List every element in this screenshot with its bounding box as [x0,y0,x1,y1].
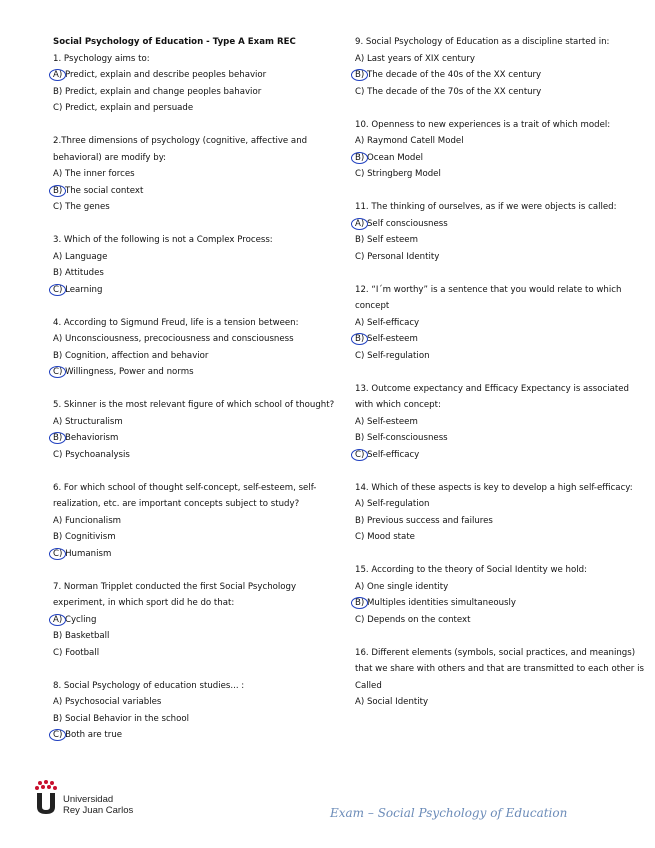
answer-option [355,84,645,101]
answer-option-text: A) One single identity [355,581,449,592]
question-text: 14. Which of these aspects is key to develop a high self-efficacy: [355,482,633,493]
university-name-line2: Rey Juan Carlos [63,805,134,816]
answer-option-text: C) Learning [53,284,103,295]
answer-option [53,183,335,200]
answer-option [53,628,335,645]
answer-option [355,232,645,249]
handwritten-circle-mark [351,152,368,164]
answer-option-text: A) Self-esteem [355,416,418,427]
answer-option [355,447,645,464]
handwritten-circle-mark [49,432,66,444]
answer-option-text: C) Stringberg Model [355,169,441,179]
answer-option [355,414,645,431]
question-text: 6. For which school of thought self-concept, self-esteem, self-realization, etc. are important concepts subject to study? [53,482,317,509]
answer-option [53,348,335,365]
answer-option-text: B) Self-consciousness [355,433,448,443]
answer-option-text: B) Cognitivism [53,532,116,542]
question-block [53,315,335,381]
handwritten-circle-mark [49,366,66,378]
answer-option [53,513,335,530]
answer-option-text: C) Self-regulation [355,350,430,361]
urjc-logo-icon [33,780,59,816]
answer-option-text: B) Cognition, affection and behavior [53,350,209,361]
handwritten-circle-mark [49,548,66,560]
answer-option-text: C) Humanism [53,548,112,559]
answer-option [53,529,335,546]
answer-option [53,694,335,711]
answer-option-text: B) Self-esteem [355,334,418,344]
answer-option-text: B) The decade of the 40s of the XX century [355,70,542,80]
answer-option-text: A) Social Identity [355,697,429,707]
university-logo [33,780,173,820]
answer-option [355,529,645,546]
question-block [355,34,645,100]
handwritten-circle-mark [351,333,368,345]
question-text: 10. Openness to new experiences is a trait of which model: [355,119,611,130]
question-text: 12. “I´m worthy” is a sentence that you would relate to which concept [355,284,622,311]
question-text: 4. According to Sigmund Freud, life is a tension between: [53,317,299,328]
question-text: 13. Outcome expectancy and Efficacy Expectancy is associated with which concept: [355,383,630,410]
answer-option [355,51,645,68]
answer-option-text: B) Predict, explain and change peoples bahavior [53,86,262,97]
question-block [355,645,645,711]
question-block [355,199,645,265]
answer-option [355,133,645,150]
question-block [355,117,645,183]
answer-option [355,595,645,612]
question-block [53,232,335,298]
answer-option-text: A) The inner forces [53,169,135,179]
question-block [53,397,335,463]
question-text: 3. Which of the following is not a Complex Process: [53,235,273,245]
handwritten-circle-mark [351,449,368,461]
question-text: 8. Social Psychology of education studies... : [53,680,245,691]
answer-option [355,694,645,711]
answer-option [53,414,335,431]
answer-option [53,711,335,728]
question-text: 5. Skinner is the most relevant figure of which school of thought? [53,400,335,410]
answer-option-text: A) Funcionalism [53,515,122,526]
answer-option-text: A) Self consciousness [355,218,448,229]
handwritten-circle-mark [49,185,66,197]
answer-option-text: B) The social context [53,185,144,196]
answer-option [53,430,335,447]
right-questions [355,34,645,711]
answer-option-text: A) Predict, explain and describe peoples behavior [53,70,267,80]
handwritten-circle-mark [351,69,368,81]
answer-option-text: C) The genes [53,202,110,212]
answer-option [355,216,645,233]
question-text: 15. According to the theory of Social Identity we hold: [355,565,587,575]
question-text: 7. Norman Tripplet conducted the first Social Psychology experiment, in which sport did he do that: [53,581,297,608]
answer-option [53,612,335,629]
handwritten-circle-mark [49,69,66,81]
answer-option [355,249,645,266]
question-block [355,480,645,546]
question-block [53,133,335,216]
left-questions [53,51,335,744]
answer-option [355,150,645,167]
answer-option-text: A) Language [53,251,108,262]
question-block [355,381,645,464]
answer-option [53,199,335,216]
answer-option-text: B) Previous success and failures [355,515,493,526]
question-text: 16. Different elements (symbols, social practices, and meanings) that we share with others and that are transmitted to each other is Called [355,647,644,691]
answer-option-text: B) Ocean Model [355,152,424,163]
handwritten-circle-mark [49,614,66,626]
handwritten-circle-mark [351,218,368,230]
right-column [355,34,645,727]
answer-option-text: C) Depends on the context [355,614,471,625]
answer-option-text: A) Self-regulation [355,499,430,509]
handwritten-circle-mark [49,284,66,296]
answer-option [355,513,645,530]
left-column [53,34,335,760]
question-block [355,562,645,628]
question-block [53,678,335,744]
answer-option [355,331,645,348]
answer-option [355,612,645,629]
footer-caption: Exam – Social Psychology of Education [330,806,568,820]
handwritten-circle-mark [49,729,66,741]
answer-option [53,249,335,266]
answer-option [53,447,335,464]
answer-option-text: C) The decade of the 70s of the XX century [355,86,542,97]
question-block [53,51,335,117]
answer-option-text: A) Unconsciousness, precociousness and consciousness [53,334,294,344]
answer-option [53,84,335,101]
answer-option [53,67,335,84]
answer-option [53,282,335,299]
answer-option-text: C) Mood state [355,532,415,542]
handwritten-circle-mark [351,597,368,609]
exam-title: Social Psychology of Education - Type A Exam REC [53,37,296,47]
answer-option-text: A) Structuralism [53,416,123,427]
answer-option [53,364,335,381]
answer-option-text: B) Basketball [53,631,110,641]
question-block [355,282,645,365]
question-block [53,579,335,662]
university-name-line1: Universidad [63,794,114,805]
answer-option [53,331,335,348]
question-text: 11. The thinking of ourselves, as if we were objects is called: [355,202,617,212]
answer-option-text: C) Personal Identity [355,251,440,262]
answer-option [53,645,335,662]
answer-option [355,67,645,84]
answer-option [53,166,335,183]
answer-option-text: C) Both are true [53,730,123,740]
answer-option [355,496,645,513]
answer-option-text: C) Predict, explain and persuade [53,103,194,113]
answer-option [355,430,645,447]
question-text: 2.Three dimensions of psychology (cognitive, affective and behavioral) are modify by: [53,136,308,163]
answer-option [355,579,645,596]
answer-option [53,100,335,117]
question-text: 1. Psychology aims to: [53,53,150,64]
answer-option [355,315,645,332]
answer-option [53,546,335,563]
answer-option-text: A) Raymond Catell Model [355,136,464,146]
answer-option-text: B) Social Behavior in the school [53,713,190,724]
answer-option-text: A) Cycling [53,614,97,625]
answer-option-text: A) Self-efficacy [355,317,420,328]
answer-option-text: C) Self-efficacy [355,449,420,460]
answer-option-text: A) Last years of XIX century [355,53,475,64]
question-block [53,480,335,563]
answer-option-text: C) Football [53,647,100,658]
answer-option-text: C) Willingness, Power and norms [53,367,194,377]
answer-option [53,727,335,744]
answer-option-text: B) Self esteem [355,235,418,245]
answer-option-text: A) Psychosocial variables [53,697,162,707]
answer-option-text: B) Attitudes [53,268,104,278]
answer-option [53,265,335,282]
answer-option-text: B) Behaviorism [53,433,119,443]
answer-option [355,348,645,365]
answer-option [355,166,645,183]
question-text: 9. Social Psychology of Education as a discipline started in: [355,37,610,47]
answer-option-text: B) Multiples identities simultaneously [355,598,517,608]
answer-option-text: C) Psychoanalysis [53,449,130,460]
